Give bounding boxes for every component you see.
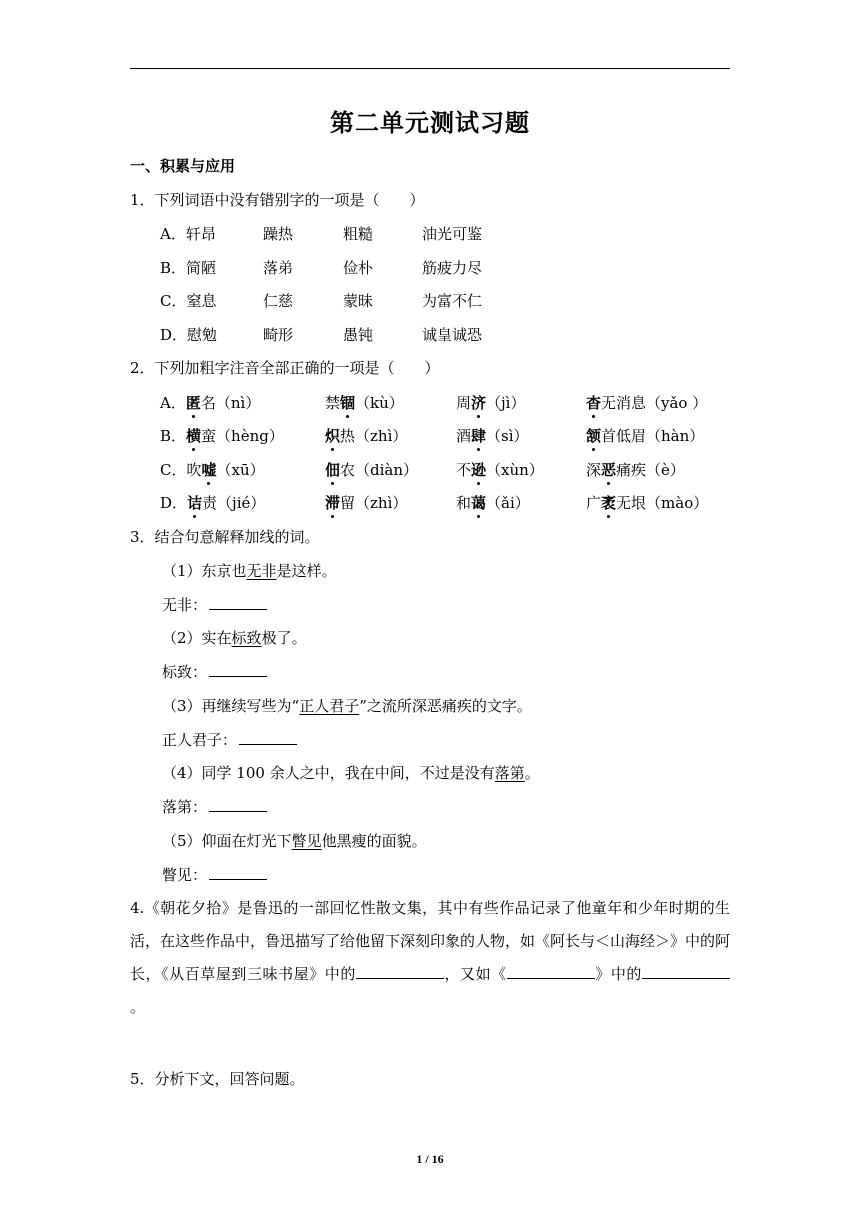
q2-c-item-4 [586,460,685,480]
q1-c-word-3: 蒙昧 [343,292,374,310]
q2-d1-dotted: 诘 [187,494,203,512]
q2-a3-dotted: 济 [471,394,487,412]
q2-b1-post: 蛮（hèng） [201,427,284,445]
q3-3-blank[interactable] [239,730,297,745]
q1-a-word-4: 油光可鉴 [422,225,483,243]
q3-3-post: ”之流所深恶痛疾的文字。 [359,697,532,715]
q3-1-underlined-word: 无非 [246,562,277,580]
question-3-stem: 3．结合句意解释加线的词。 [130,528,320,546]
question-4-paragraph [130,892,730,1024]
q3-sentence-1 [162,561,337,581]
q3-answer-3 [162,730,297,750]
q2-d4-dotted: 袤 [601,494,617,512]
q2-b1-dotted: 横 [186,427,202,445]
q4-text-1: 4.《朝花夕拾》是鲁迅的一部回忆性散文集，其中有些作品记录了他童年和少年时期的生活，在这些作品中，鲁迅描写了给他留下深刻印象的人物，如《阿长与＜山海经＞》中的阿长，《从百草屋到三味书屋》中的 [130,899,731,983]
q2-a3-pre: 周 [456,394,472,412]
q2-a1-pre: A． [160,394,186,412]
q4-blank-1[interactable] [356,964,444,979]
q3-2-underlined-word: 标致 [231,629,262,647]
q2-b3-dotted: 肆 [471,427,487,445]
q2-b-item-3 [456,426,529,446]
q1-a-word-1: A．轩昂 [160,225,216,243]
q2-b4-dotted: 颔 [586,427,602,445]
q4-text-3: 》中的 [594,965,642,983]
q3-4-blank[interactable] [209,797,267,812]
q2-d3-dotted: 蔼 [471,494,487,512]
q2-d3-pre: 和 [456,494,472,512]
q1-d-word-4: 诚皇诚恐 [422,326,483,344]
q2-a-item-1 [160,393,260,413]
q4-blank-3[interactable] [642,964,730,979]
q3-1-blank[interactable] [209,595,267,610]
header-rule [130,68,730,69]
q2-a-item-4 [586,393,707,413]
q3-2-blank[interactable] [209,662,267,677]
q1-c-word-4: 为富不仁 [422,292,483,310]
q2-c4-pre: 深 [586,461,602,479]
q3-2-label: 标致： [162,663,208,681]
q2-c1-post: （xū） [216,461,265,479]
q2-a4-post: 无消息（yǎo ） [601,394,708,412]
q3-4-underlined-word: 落第 [494,764,525,782]
q2-d4-pre: 广 [586,494,602,512]
q2-c3-pre: 不 [456,461,472,479]
q2-b1-pre: B． [160,427,187,445]
q3-sentence-4 [162,763,540,783]
q2-b2-dotted: 炽 [325,427,341,445]
q1-c-word-2: 仁慈 [263,292,294,310]
q3-answer-1 [162,595,267,615]
q1-b-word-4: 筋疲力尽 [422,259,483,277]
q2-c4-post: 痛疾（è） [616,461,685,479]
q2-c4-dotted: 恶 [601,461,617,479]
q2-c3-dotted: 逊 [471,461,487,479]
q1-d-word-3: 愚钝 [343,326,374,344]
q3-5-label: 瞥见： [162,866,208,884]
q2-d-item-3 [456,493,530,513]
q4-text-4: 。 [130,998,146,1016]
q4-text-2: ，又如《 [443,965,507,983]
q3-3-pre: （3）再继续写些为“ [162,697,300,715]
q2-a1-dotted: 匿 [185,394,201,412]
q2-d-item-2 [325,493,407,513]
q2-a2-post: （kù） [355,394,404,412]
q1-d-word-2: 畸形 [263,326,294,344]
q2-d-item-4 [586,493,708,513]
q2-c1-dotted: 嘘 [201,461,217,479]
q2-b4-post: 首低眉（hàn） [601,427,705,445]
q1-a-word-3: 粗糙 [343,225,374,243]
q3-answer-2 [162,662,267,682]
q2-c2-dotted: 佃 [325,461,341,479]
q2-b3-pre: 酒 [456,427,472,445]
q2-d2-post: 留（zhì） [340,494,408,512]
q3-5-pre: （5）仰面在灯光下 [162,832,292,850]
q2-b-item-2 [325,426,407,446]
q4-blank-2[interactable] [507,964,595,979]
q3-1-post: 是这样。 [276,562,337,580]
q1-a-word-2: 躁热 [263,225,294,243]
q2-a1-post: 名（nì） [200,394,261,412]
q3-4-post: 。 [524,764,540,782]
q3-answer-4 [162,797,267,817]
q2-a3-post: （jì） [486,394,526,412]
section-heading: 一、积累与应用 [130,157,236,175]
q2-d4-post: 无垠（mào） [616,494,709,512]
q2-d1-pre: D． [160,494,188,512]
q3-answer-5 [162,865,267,885]
q3-sentence-2 [162,628,307,648]
q3-1-label: 无非： [162,596,208,614]
q2-c3-post: （xùn） [486,461,544,479]
q2-a-item-2 [325,393,404,413]
q2-d-item-1 [160,493,265,513]
q2-a2-pre: 禁 [325,394,341,412]
q1-b-word-3: 俭朴 [343,259,374,277]
q3-sentence-3 [162,696,532,716]
q3-5-post: 他黑瘦的面貌。 [321,832,427,850]
q1-c-word-1: C．窒息 [160,292,217,310]
q2-d3-post: （ǎi） [486,494,530,512]
q3-sentence-5 [162,831,427,851]
page-title: 第二单元测试习题 [330,108,530,137]
question-2-stem: 2．下列加粗字注音全部正确的一项是（ ） [130,359,440,377]
q3-3-label: 正人君子： [162,731,238,749]
q2-b-item-4 [586,426,704,446]
q3-1-pre: （1）东京也 [162,562,247,580]
q2-b3-post: （sì） [486,427,529,445]
q1-b-word-2: 落弟 [263,259,294,277]
q1-d-word-1: D．慰勉 [160,326,218,344]
q2-c1-pre: C．吹 [160,461,202,479]
question-5-stem: 5．分析下文，回答问题。 [130,1070,305,1088]
q2-c-item-2 [325,460,418,480]
q3-2-pre: （2）实在 [162,629,232,647]
question-1-stem: 1．下列词语中没有错别字的一项是（ ） [130,191,425,209]
q2-b-item-1 [160,426,284,446]
q3-3-underlined-word: 正人君子 [299,697,360,715]
q2-d1-post: 责（jié） [202,494,266,512]
q2-c2-post: 农（diàn） [340,461,419,479]
q3-4-pre: （4）同学 100 余人之中，我在中间，不过是没有 [162,764,495,782]
q1-b-word-1: B．简陋 [160,259,217,277]
q2-c-item-3 [456,460,544,480]
q2-d2-dotted: 滞 [325,494,341,512]
page-number: 1 / 16 [416,1152,444,1166]
q2-a2-dotted: 锢 [340,394,356,412]
q3-5-underlined-word: 瞥见 [291,832,322,850]
q2-b2-post: 热（zhì） [340,427,408,445]
q3-5-blank[interactable] [209,865,267,880]
q2-a-item-3 [456,393,525,413]
q2-c-item-1 [160,460,265,480]
q2-a4-dotted: 杳 [586,394,602,412]
q3-4-label: 落第： [162,798,208,816]
q3-2-post: 极了。 [261,629,307,647]
